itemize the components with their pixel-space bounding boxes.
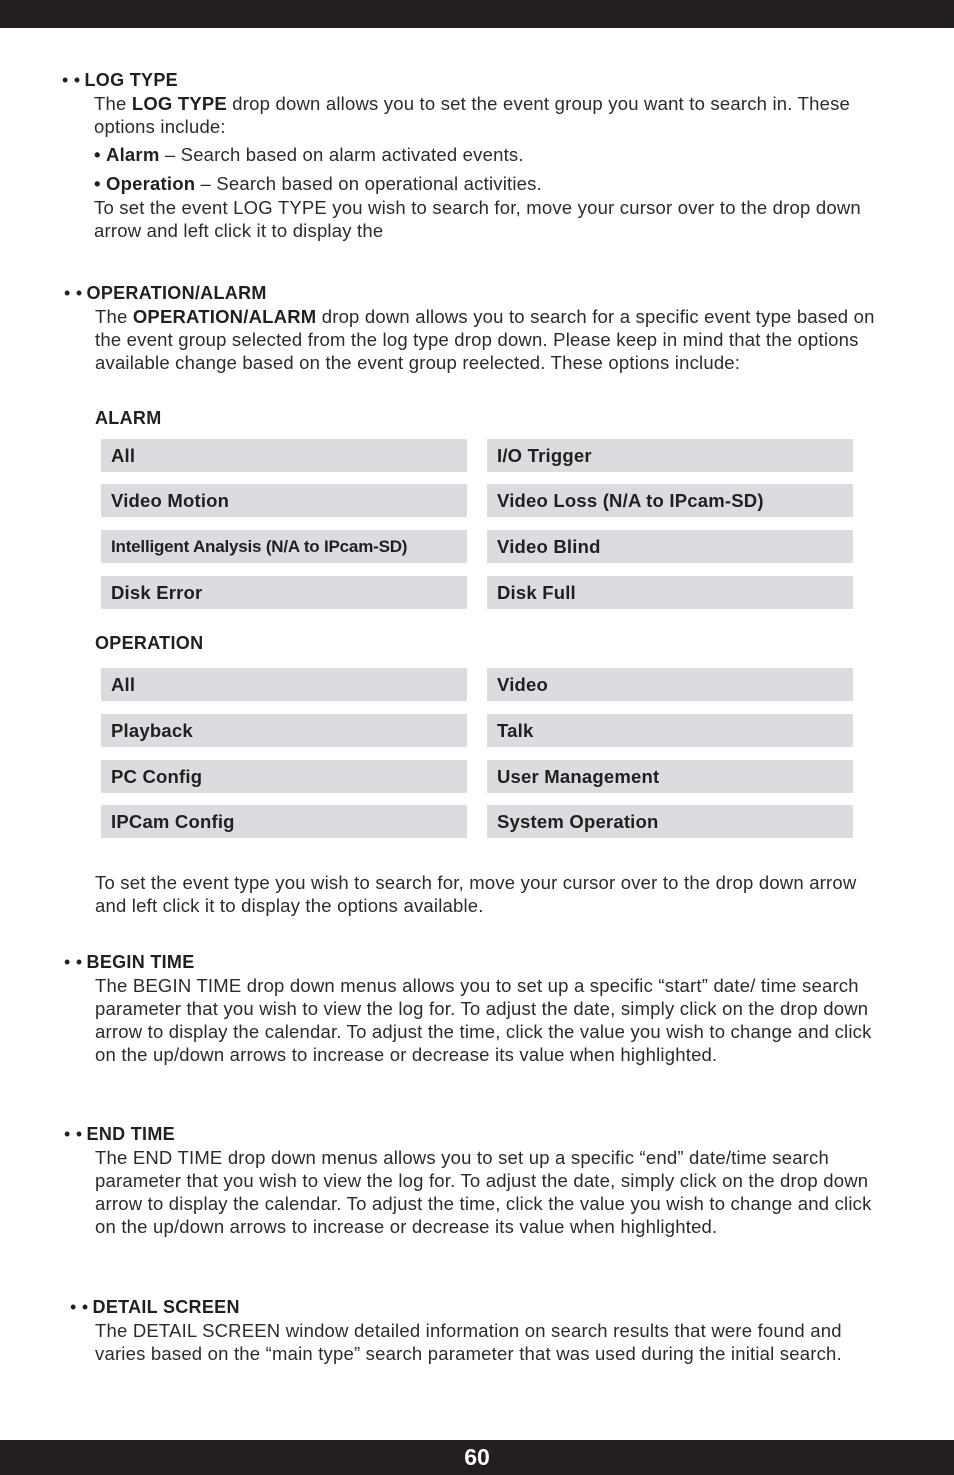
intro-text: The: [94, 93, 132, 114]
begin-time-heading: [64, 952, 195, 973]
alarm-option: Video Loss (N/A to IPcam-SD): [487, 484, 853, 517]
alarm-option: Disk Error: [101, 576, 467, 609]
intro-text: drop down allows you to set the event group you want to search in. These options include:: [94, 93, 851, 137]
operation-option: All: [101, 668, 467, 701]
operation-description: – Search based on operational activities.: [195, 173, 542, 194]
begin-time-title: BEGIN TIME: [86, 952, 195, 972]
operation-alarm-title: OPERATION/ALARM: [86, 283, 267, 303]
log-type-outro: To set the event LOG TYPE you wish to search for, move your cursor over to the drop down arrow and left click it to display the: [94, 197, 861, 241]
operation-group-label: OPERATION: [95, 633, 204, 653]
detail-screen-text: The DETAIL SCREEN window detailed information on search results that were found and varies based on the “main type” search parameter that was used during the initial search.: [95, 1320, 842, 1364]
alarm-option: Intelligent Analysis (N/A to IPcam-SD): [101, 530, 467, 563]
end-time-text: The END TIME drop down menus allows you to set up a specific “end” date/time search parameter that you wish to view the log for. To adjust the date, simply click on the drop down arrow to display the calendar. To adjust the time, click the value you wish to change and click on the up/down arrows to increase or decrease its value when highlighted.: [95, 1147, 872, 1237]
intro-bold: OPERATION/ALARM: [132, 306, 317, 327]
end-time-title: END TIME: [86, 1124, 175, 1144]
alarm-label: Alarm: [106, 144, 160, 165]
intro-text: The: [95, 306, 133, 327]
heading-bullet: • •: [70, 1297, 89, 1317]
intro-text: drop down allows you to search for a specific event type based on the event group selected from the log type drop down. Please keep in mind that the options available change based on the event group reelected. These options include:: [95, 306, 875, 373]
operation-option: PC Config: [101, 760, 467, 793]
alarm-bullet-item: [94, 144, 524, 166]
end-time-heading: [64, 1124, 175, 1145]
detail-screen-heading: [70, 1297, 240, 1318]
operation-alarm-heading: [64, 283, 267, 304]
operation-alarm-outro: To set the event type you wish to search for, move your cursor over to the drop down arrow and left click it to display the options available.: [95, 872, 857, 916]
log-type-heading: [62, 70, 178, 91]
alarm-description: – Search based on alarm activated events.: [159, 144, 524, 165]
heading-bullet: • •: [62, 70, 81, 90]
bullet-dot: •: [94, 144, 101, 165]
operation-option: Playback: [101, 714, 467, 747]
operation-option: System Operation: [487, 805, 853, 838]
bullet-dot: •: [94, 173, 101, 194]
alarm-option: I/O Trigger: [487, 439, 853, 472]
alarm-option: All: [101, 439, 467, 472]
operation-option: Video: [487, 668, 853, 701]
operation-option: IPCam Config: [101, 805, 467, 838]
detail-screen-title: DETAIL SCREEN: [92, 1297, 240, 1317]
heading-bullet: • •: [64, 1124, 83, 1144]
begin-time-text: The BEGIN TIME drop down menus allows you to set up a specific “start” date/ time search parameter that you wish to view the log for. To adjust the date, simply click on the drop down arrow to display the calendar. To adjust the time, click the value you wish to change and click on the up/down arrows to increase or decrease its value when highlighted.: [95, 975, 872, 1065]
operation-alarm-intro: [95, 305, 885, 374]
alarm-option: Video Motion: [101, 484, 467, 517]
heading-bullet: • •: [64, 283, 83, 303]
top-bar: [0, 0, 954, 28]
alarm-option: Disk Full: [487, 576, 853, 609]
operation-option: Talk: [487, 714, 853, 747]
intro-bold: LOG TYPE: [131, 93, 227, 114]
operation-label: Operation: [106, 173, 196, 194]
alarm-group-label: ALARM: [95, 408, 162, 428]
heading-bullet: • •: [64, 952, 83, 972]
log-type-title: LOG TYPE: [84, 70, 178, 90]
operation-option: User Management: [487, 760, 853, 793]
alarm-option: Video Blind: [487, 530, 853, 563]
operation-bullet-item: [94, 173, 542, 195]
page-number: 60: [464, 1444, 490, 1470]
log-type-intro: [94, 92, 884, 138]
footer-bar: [0, 1440, 954, 1475]
